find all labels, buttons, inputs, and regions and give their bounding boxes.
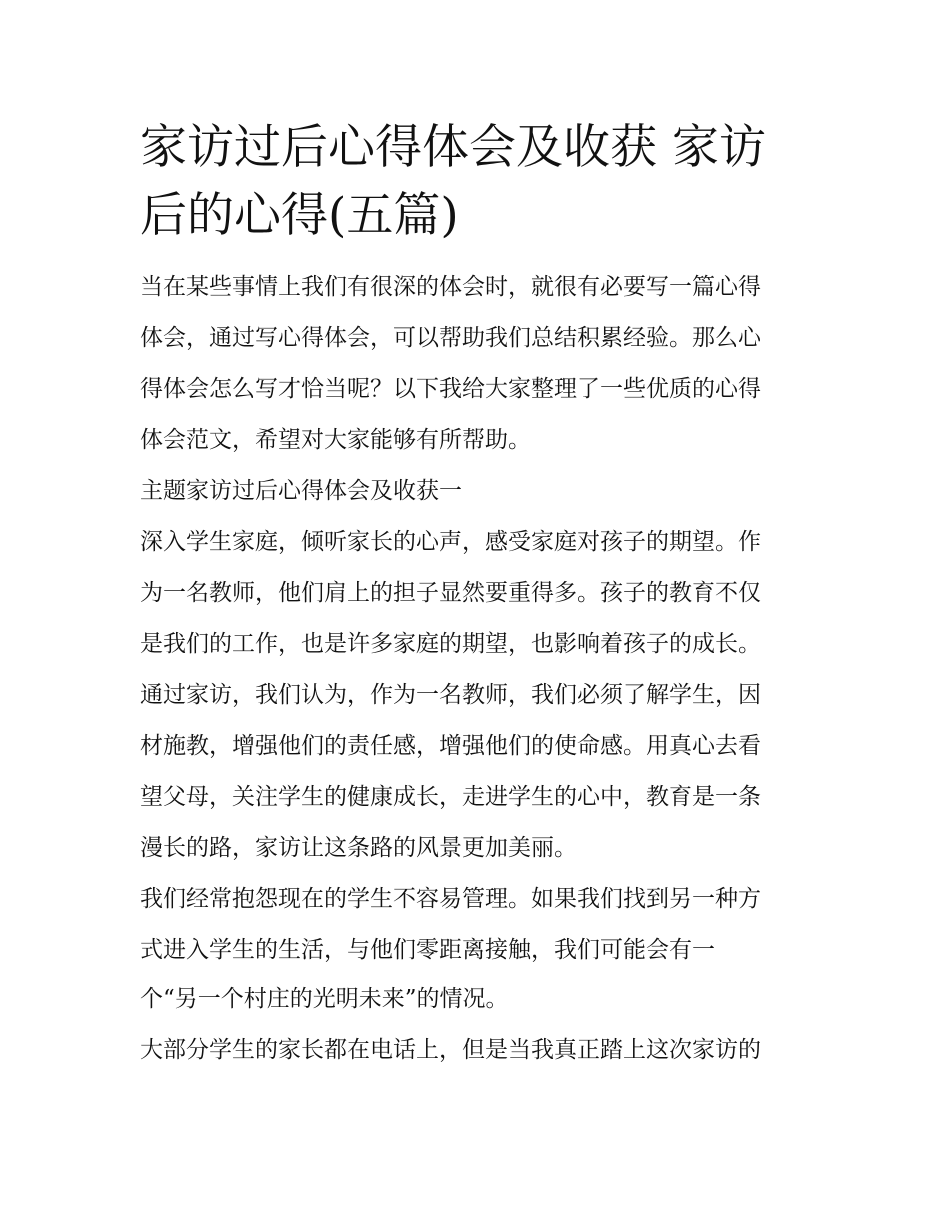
paragraph-line: 我们经常抱怨现在的学生不容易管理。如果我们找到另一种方 bbox=[140, 886, 761, 912]
intro-paragraph bbox=[140, 262, 812, 466]
intro-line: 体会，通过写心得体会，可以帮助我们总结积累经验。那么心 bbox=[140, 325, 761, 351]
title-line-1: 家访过后心得体会及收获 家访 bbox=[140, 120, 766, 175]
paragraph-line: 望父母，关注学生的健康成长，走进学生的心中，教育是一条 bbox=[140, 784, 761, 810]
paragraph-3 bbox=[140, 1025, 812, 1076]
paragraph-line: 是我们的工作，也是许多家庭的期望，也影响着孩子的成长。 bbox=[140, 631, 761, 657]
document-content bbox=[140, 114, 812, 1076]
intro-line: 体会范文，希望对大家能够有所帮助。 bbox=[140, 427, 531, 453]
paragraph-line: 个“另一个村庄的光明未来”的情况。 bbox=[140, 986, 509, 1012]
paragraph-1 bbox=[140, 517, 812, 874]
paragraph-line: 大部分学生的家长都在电话上，但是当我真正踏上这次家访的 bbox=[140, 1037, 761, 1063]
document-title bbox=[140, 114, 812, 250]
intro-line: 当在某些事情上我们有很深的体会时，就很有必要写一篇心得 bbox=[140, 274, 761, 300]
paragraph-2 bbox=[140, 874, 812, 1023]
paragraph-line: 通过家访，我们认为，作为一名教师，我们必须了解学生，因 bbox=[140, 682, 761, 708]
paragraph-line: 式进入学生的生活，与他们零距离接触，我们可能会有一 bbox=[140, 937, 715, 963]
paragraph-line: 漫长的路，家访让这条路的风景更加美丽。 bbox=[140, 835, 577, 861]
document-body bbox=[140, 262, 812, 1076]
title-line-2: 后的心得(五篇) bbox=[140, 188, 459, 243]
paragraph-line: 材施教，增强他们的责任感，增强他们的使命感。用真心去看 bbox=[140, 733, 761, 759]
paragraph-line: 为一名教师，他们肩上的担子显然要重得多。孩子的教育不仅 bbox=[140, 580, 761, 606]
section-heading: 主题家访过后心得体会及收获一 bbox=[140, 478, 462, 504]
intro-line: 得体会怎么写才恰当呢？以下我给大家整理了一些优质的心得 bbox=[140, 376, 761, 402]
paragraph-line: 深入学生家庭，倾听家长的心声，感受家庭对孩子的期望。作 bbox=[140, 529, 761, 555]
